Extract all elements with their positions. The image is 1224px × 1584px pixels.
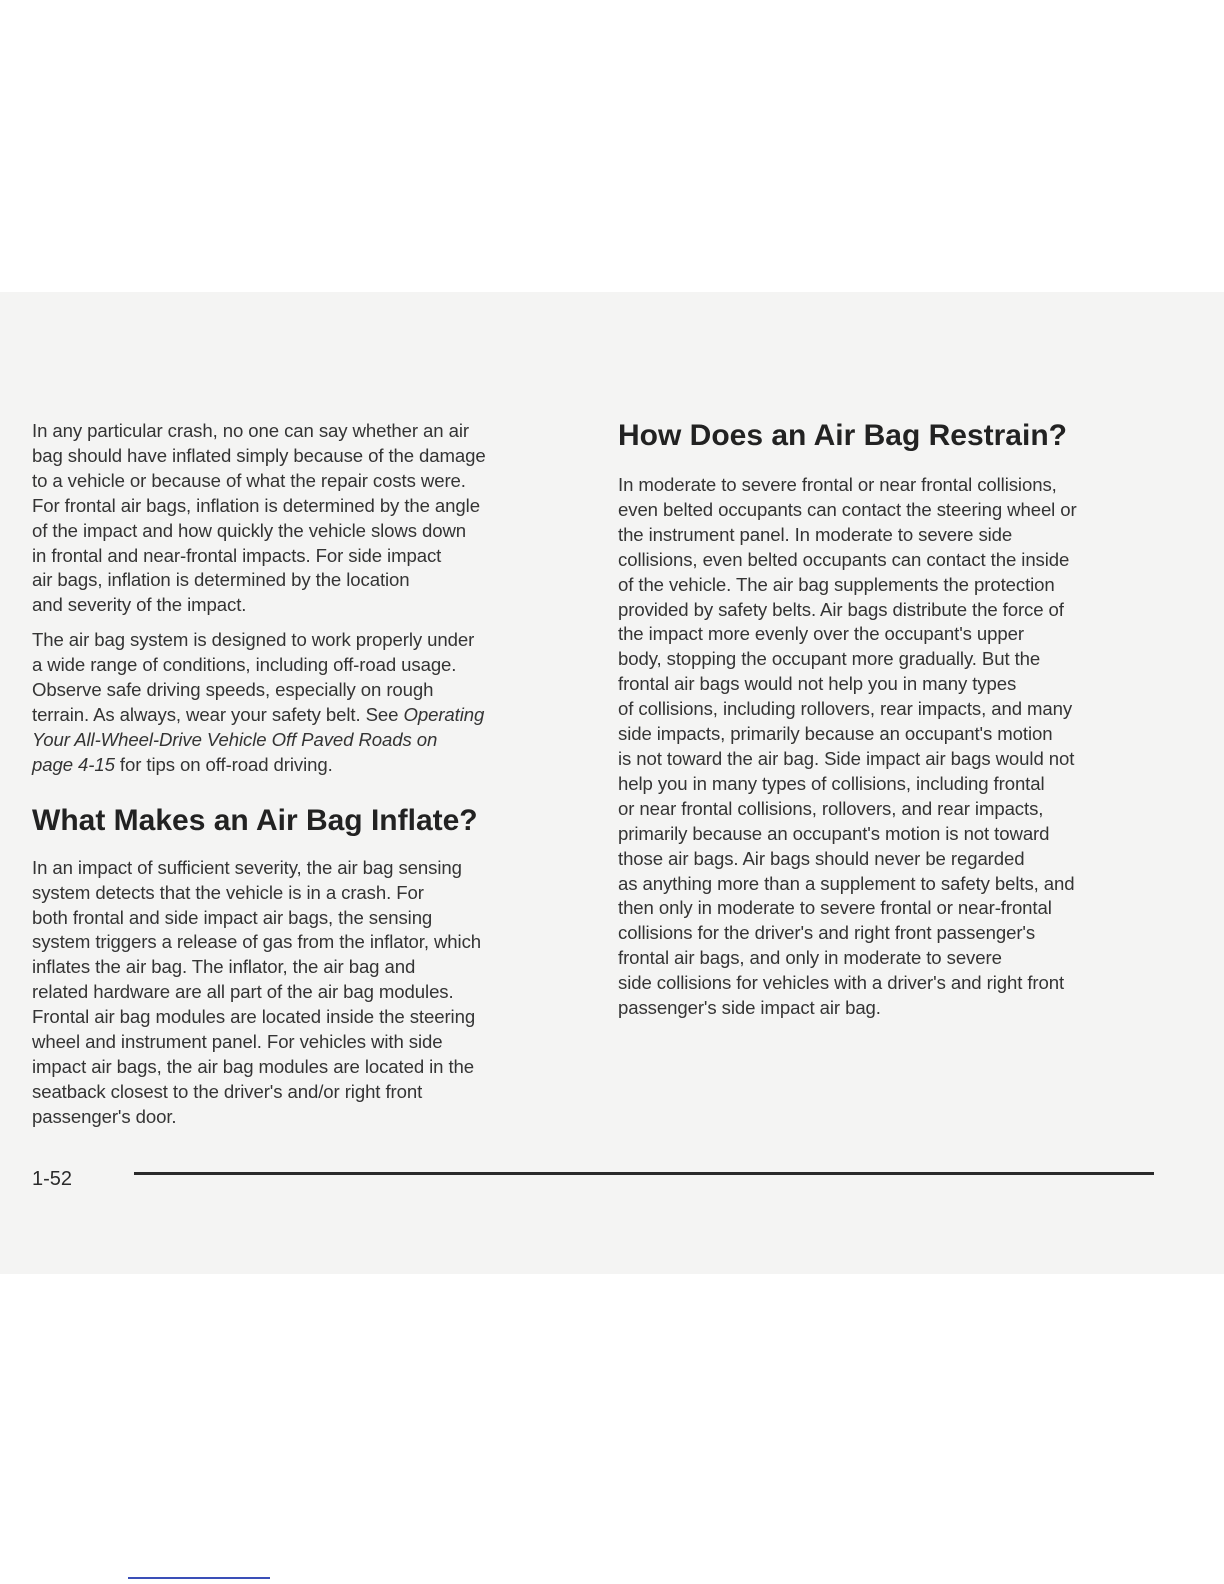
text-line: In an impact of sufficient severity, the air bag sensing <box>32 856 462 878</box>
cross-reference: page 4-15 <box>32 753 115 775</box>
cross-reference: Operating <box>403 703 485 725</box>
text-line: wheel and instrument panel. For vehicles with side <box>32 1031 443 1053</box>
page-number: 1-52 <box>32 1168 73 1190</box>
text-line: both frontal and side impact air bags, the sensing <box>32 906 433 928</box>
text-line: impact air bags, the air bag modules are located in the <box>32 1055 475 1077</box>
text-line: passenger's side impact air bag. <box>618 997 881 1019</box>
right-column <box>618 419 1166 1021</box>
footer-divider <box>134 1172 1154 1175</box>
text-line: of the impact and how quickly the vehicle slows down <box>32 519 467 541</box>
text-line: is not toward the air bag. Side impact air bags would not <box>618 747 1075 769</box>
text-line: provided by safety belts. Air bags distribute the force of <box>618 598 1064 620</box>
text-line: The air bag system is designed to work properly under <box>32 629 475 651</box>
text-line: even belted occupants can contact the steering wheel or <box>618 498 1077 520</box>
text-line: inflates the air bag. The inflator, the air bag and <box>32 956 416 978</box>
restrain-paragraph <box>618 473 1166 1021</box>
text-line: to a vehicle or because of what the repair costs were. <box>32 469 466 491</box>
text-line: Frontal air bag modules are located inside the steering <box>32 1006 476 1028</box>
text-segment: terrain. As always, wear your safety belt. See <box>32 703 404 725</box>
text-line: For frontal air bags, inflation is determined by the angle <box>32 494 480 516</box>
text-line: side collisions for vehicles with a driver's and right front <box>618 972 1065 994</box>
text-line: In any particular crash, no one can say whether an air <box>32 420 469 441</box>
text-line: side impacts, primarily because an occupant's motion <box>618 723 1053 745</box>
text-line: and severity of the impact. <box>32 594 247 616</box>
section-heading-restrain: How Does an Air Bag Restrain? <box>618 419 1067 452</box>
section-heading-inflate: What Makes an Air Bag Inflate? <box>32 803 478 837</box>
text-line: body, stopping the occupant more gradually. But the <box>618 648 1041 670</box>
crash-inflation-paragraph <box>32 419 580 618</box>
text-line: collisions for the driver's and right front passenger's <box>618 922 1036 944</box>
off-road-paragraph <box>32 628 580 777</box>
cross-reference: Your All-Wheel-Drive Vehicle Off Paved Roads on <box>32 728 438 750</box>
text-line: related hardware are all part of the air bag modules. <box>32 981 454 1003</box>
text-line: frontal air bags would not help you in many types <box>618 673 1017 695</box>
text-line <box>32 703 580 728</box>
text-line: as anything more than a supplement to safety belts, and <box>618 872 1075 894</box>
text-line: In moderate to severe frontal or near frontal collisions, <box>618 474 1057 495</box>
text-line: help you in many types of collisions, including frontal <box>618 772 1045 794</box>
text-line: of collisions, including rollovers, rear impacts, and many <box>618 698 1073 720</box>
text-line <box>32 728 580 753</box>
text-line <box>32 753 580 778</box>
text-line: system triggers a release of gas from the inflator, which <box>32 931 482 953</box>
text-line: primarily because an occupant's motion is not toward <box>618 822 1050 844</box>
text-line: collisions, even belted occupants can contact the inside <box>618 548 1070 570</box>
bottom-divider <box>128 1577 270 1579</box>
text-line: seatback closest to the driver's and/or right front <box>32 1080 423 1102</box>
text-line: the impact more evenly over the occupant's upper <box>618 623 1024 645</box>
text-line: air bags, inflation is determined by the location <box>32 569 410 591</box>
text-line: those air bags. Air bags should never be regarded <box>618 847 1025 869</box>
text-line: a wide range of conditions, including off-road usage. <box>32 654 457 676</box>
text-line: Observe safe driving speeds, especially on rough <box>32 679 434 701</box>
text-line: or near frontal collisions, rollovers, and rear impacts, <box>618 797 1044 819</box>
text-line: then only in moderate to severe frontal or near-frontal <box>618 897 1052 919</box>
text-line: of the vehicle. The air bag supplements the protection <box>618 573 1055 595</box>
text-line: frontal air bags, and only in moderate to severe <box>618 947 1002 969</box>
text-line: system detects that the vehicle is in a crash. For <box>32 881 424 903</box>
text-segment: for tips on off-road driving. <box>114 753 333 775</box>
text-line: in frontal and near-frontal impacts. For side impact <box>32 544 442 566</box>
text-line: the instrument panel. In moderate to severe side <box>618 523 1013 545</box>
text-line: passenger's door. <box>32 1105 177 1127</box>
sensing-system-paragraph <box>32 856 580 1130</box>
text-line: bag should have inflated simply because of the damage <box>32 444 486 466</box>
left-column <box>32 419 580 1130</box>
